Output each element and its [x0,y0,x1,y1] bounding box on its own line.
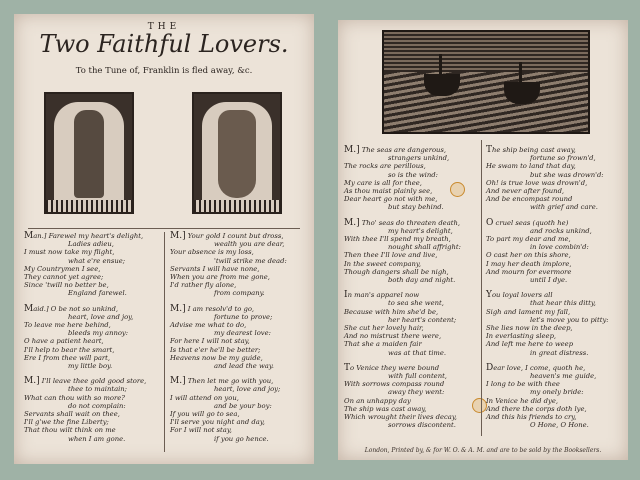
verse-line: Then thee I'll love and live, [344,251,438,260]
verse-line: let's move you to pitty: [530,315,609,324]
verse-line: Which wrought their lives decay, [344,413,457,422]
verse-line: Maid.] O be not so unkind, [24,303,119,314]
verse-line: to sea she went, [388,299,444,308]
verse-line: In the sweet company, [344,259,421,268]
verse-line: Though dangers shall be nigh, [344,267,449,276]
verse-line: O Hone, O Hone. [530,421,589,430]
verse-line: if you go hence. [214,434,269,443]
verse-line: O cruel seas (quoth he) [486,217,569,228]
verse-column-left [24,232,160,450]
verse-line: They cannot yet agree; [24,273,104,282]
verse-line: sorrows discontent. [388,421,456,430]
verse-line: M.] The seas are dangerous, [344,145,447,155]
verse-line: The ship being cast away, [486,145,576,155]
verse-line: Dear love, I come, quoth he, [486,362,586,373]
verse-column-right [170,232,306,450]
verse-line: my little boy. [68,362,113,371]
verse-line: I'll g'we the fine Liberty; [24,418,109,427]
stanza [24,305,160,371]
verse-line: thee to maintain; [68,385,127,394]
verse-line: Sigh and lament my fall, [486,307,571,316]
verse-line: Because with him she'd be, [344,307,439,316]
verse-line: And be encompast round [486,195,573,204]
verse-line: And left me here to weep [486,340,574,349]
woodcut-man-image [44,92,134,214]
verse-line: both day and night. [388,276,456,285]
verse-line: do not complain: [68,401,126,410]
verse-line: but stay behind. [388,203,444,212]
verse-line: She lies now in the deep, [486,324,573,333]
verse-line: O have a patient heart, [24,337,104,346]
verse-line: I will attend on you, [170,393,239,402]
verse-line: and rocks unkind, [530,226,592,235]
stanza [486,364,620,430]
verse-line: My Countrymen I see, [24,264,101,273]
verse-line: And no mistrust there were, [344,332,442,341]
stanza [486,219,620,285]
tune-line: To the Tune of, Franklin is fled away, &c. [75,66,253,76]
verse-line: My care is all for thee, [344,178,422,187]
verse-line: If you will go to sea, [170,410,240,419]
verse-line: 'twill strike me dead: [214,256,287,265]
verse-line: M.] I am resolv'd to go, [170,303,255,314]
broadside-left-sheet [14,14,314,464]
verse-line: And this his friends to cry, [486,413,577,422]
verse-line: With thee I'll spend my breath, [344,235,451,244]
verse-column-left [344,146,478,437]
verse-line: To part my dear and me, [486,235,571,244]
verse-line: The ship was cast away, [344,404,427,413]
stanza [344,291,478,357]
verse-line: As thou maist plainly see, [344,187,433,196]
verse-line: To leave me here behind, [24,321,111,330]
verse-line: her heart's content; [388,315,457,324]
verse-line: And mourn for evermore [486,267,572,276]
stanza [170,305,306,371]
verse-line: what e're ensue; [68,256,126,265]
verse-line: fortune so frown'd, [530,154,596,163]
stanza [486,146,620,212]
verse-line: That she a maiden fair [344,340,422,349]
verse-line: bleeds my annoy: [68,329,129,338]
verse-line: with grief and care. [530,203,598,212]
stanza [344,364,478,430]
verse-line: Ladies adieu, [68,240,114,249]
stanza [24,232,160,298]
verse-line: nought shall affright: [388,243,461,252]
verse-line: What can thou with so more? [24,393,125,402]
verse-line: so is the wind: [388,170,438,179]
verse-line: my dearest love: [214,329,271,338]
verse-line: I may her death implore, [486,259,572,268]
verse-line: To Venice they were bound [344,362,440,373]
printer-imprint: London, Printed by, & for W. O. & A. M. and are to be sold by the Booksellers. [364,447,602,454]
column-divider [481,140,482,436]
verse-line: On an unhappy day [344,396,411,405]
verse-line: and lead the way. [214,362,274,371]
verse-line: That thou wilt think on me [24,426,116,435]
verse-line: Is that e'er he'll be better; [170,345,261,354]
verse-column-right [486,146,620,437]
verse-line: With sorrows compass round [344,380,445,389]
verse-line: when I am gone. [68,434,126,443]
verse-line: Your absence is my loss, [170,248,254,257]
woodcut-ships-image [382,30,590,134]
verse-line: was at that time. [388,348,447,357]
verse-line: Heavens now be my guide, [170,353,263,362]
verse-line: M.] Tho' seas do threaten death, [344,217,461,228]
verse-line: Dear heart go not with me, [344,195,438,204]
verse-line: Servants shall wait on thee, [24,410,120,419]
verse-line: Oh! is true love was drown'd, [486,178,588,187]
verse-line: M.] Your gold I count but dross, [170,231,284,241]
verse-line: When you are from me gone, [170,273,270,282]
verse-line: in love combin'd: [530,243,589,252]
verse-line: fortune to prove; [214,312,273,321]
verse-line: You loyal lovers all [486,290,553,301]
verse-line: England farewel. [68,289,127,298]
verse-line: wealth you are dear, [214,240,285,249]
verse-line: In man's apparel now [344,290,420,301]
verse-line: Since 'twill no better be, [24,281,109,290]
verse-line: For I will not stay, [170,426,232,435]
verse-line: away they went: [388,388,445,397]
verse-line: In everlasting sleep, [486,332,557,341]
broadside-right-sheet [338,20,628,460]
verse-line: O cast her on this shore, [486,251,571,260]
verse-line: heaven's me guide, [530,372,597,381]
verse-line: but she was drown'd: [530,170,604,179]
stanza [344,219,478,285]
verse-line: Advise me what to do, [170,321,247,330]
verse-line: Servants I will have none, [170,264,260,273]
verse-line: I long to be with thee [486,380,560,389]
verse-line: I'd rather fly alone, [170,281,237,290]
verse-line: Ere I from thee will part, [24,353,111,362]
verse-line: Man.] Farewel my heart's delight, [24,231,144,241]
stanza [486,291,620,357]
verse-line: She cut her lovely hair, [344,324,424,333]
verse-line: For here I will not stay, [170,337,250,346]
verse-line: from company. [214,289,265,298]
verse-line: And there the corps doth lye, [486,404,587,413]
ballad-title: Two Faithful Lovers. [39,30,289,58]
verse-line: In Venice he did dye, [486,396,559,405]
woodcut-woman-image [192,92,282,214]
verse-line: and be your boy: [214,401,272,410]
verse-line: that hear this ditty, [530,299,596,308]
verse-line: my onely bride: [530,388,584,397]
verse-line: with full content, [388,372,447,381]
verse-line: M.] I'll leave thee gold good store, [24,376,147,387]
verse-line: I must now take my flight, [24,248,115,257]
verse-line: And never after found, [486,187,565,196]
stanza [24,377,160,443]
stanza [170,377,306,443]
verse-line: my heart's delight, [388,226,453,235]
title-prefix: THE [147,22,181,32]
stanza [170,232,306,298]
column-divider [164,232,165,452]
verse-line: in great distress. [530,348,589,357]
verse-line: until I dye. [530,276,568,285]
verse-line: heart, love and joy, [68,312,134,321]
verse-line: I'll help to bear the smart, [24,345,115,354]
stanza [344,146,478,212]
verse-line: The rocks are perillous, [344,162,426,171]
verse-line: He swam to land that day, [486,162,576,171]
verse-line: I'll serve you night and day, [170,418,265,427]
verse-line: strangers unkind, [388,154,450,163]
verse-line: M.] Then let me go with you, [170,376,274,387]
rule [28,228,300,229]
verse-line: heart, love and joy; [214,385,281,394]
